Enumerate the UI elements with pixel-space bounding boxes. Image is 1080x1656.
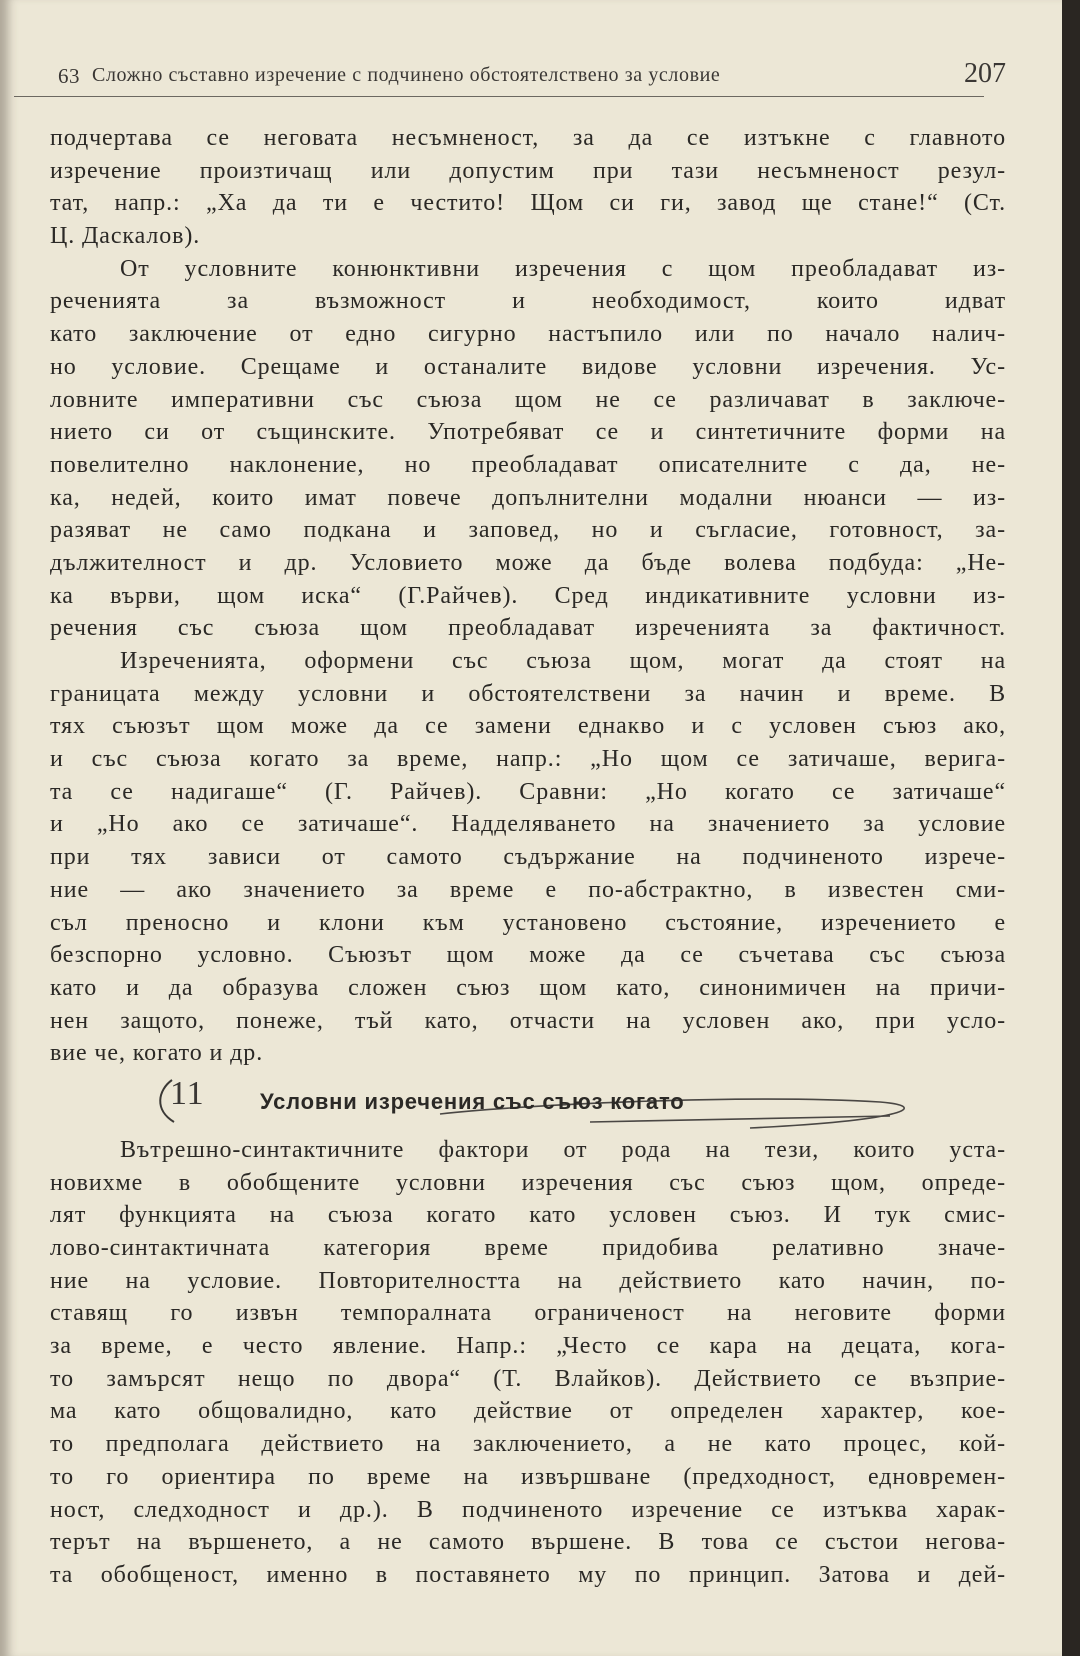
text-line: реченията за възможност и необходимост, които идват (50, 288, 1006, 315)
page-number: 207 (964, 58, 1006, 89)
text-line: то предполага действието на заключението, а не като процес, кой- (50, 1431, 1006, 1458)
text-line: ние — ако значението за време е по-абстрактно, в известен сми- (50, 876, 1006, 903)
text-line: ка върви, щом иска“ (Г.Райчев). Сред индикативните условни из- (50, 582, 1006, 609)
text-line: ма като общовалидно, като действие от определен характер, кое- (50, 1398, 1006, 1425)
text-line: ност, следходност и др.). В подчиненото изречение се изтъква харак- (50, 1496, 1006, 1523)
text-line: дължителност и др. Условието може да бъде волева подбуда: „Не- (50, 549, 1006, 576)
text-line: тат, напр.: „Ха да ти е честито! Щом си ги, завод ще стане!“ (Ст. (50, 190, 1006, 217)
text-line: лят функцията на съюза когато като условен съюз. И тук смис- (50, 1202, 1006, 1229)
text-line: като и да образува сложен съюз щом като, синонимичен на причи- (50, 974, 1006, 1001)
section-number: 63 (58, 64, 80, 88)
text-line: ставящ го извън темпоралната ограниченост на неговите форми (50, 1300, 1006, 1327)
text-line: вие че, когато и др. (50, 1040, 264, 1067)
text-line: при тях зависи от самото съдържание на подчиненото изрече- (50, 844, 1006, 871)
text-line: и със съюза когато за време, напр.: „Но щом се затичаше, верига- (50, 746, 1006, 773)
paragraph-3 (50, 645, 1006, 1070)
text-line: но условие. Срещаме и останалите видове условни изречения. Ус- (50, 353, 1006, 380)
text-line: От условните конюнктивни изречения с щом преобладават из- (120, 255, 1006, 282)
text-line: то замърсят нещо по двора“ (Т. Влайков). Действието се възприе- (50, 1365, 1006, 1392)
text-line: безспорно условно. Съюзът щом може да се съчетава със съюза (50, 942, 1006, 969)
text-line: границата между условни и обстоятелствени за начин и време. В (50, 680, 1006, 707)
header-rule (14, 96, 984, 97)
section-heading-text: Условни изречения със съюз когато (260, 1088, 685, 1114)
paragraph-2 (50, 253, 1006, 645)
paragraph-1 (50, 122, 1006, 253)
text-line: то го ориентира по време на извършване (предходност, едновремен- (50, 1463, 1006, 1490)
text-line: та обобщеност, именно в поставянето му по принцип. Затова и дей- (50, 1561, 1006, 1588)
text-line: ние на условие. Повторителността на действието като начин, по- (50, 1267, 1006, 1294)
text-line: нен защото, понеже, тъй като, отчасти на условен ако, при усло- (50, 1007, 1006, 1034)
text-line: изречение произтичащ или допустим при тази несъмненост резул- (50, 157, 1006, 184)
text-line: лово-синтактичната категория време придобива релативно значе- (50, 1235, 1006, 1261)
text-line: новихме в обобщените условни изречения със съюз щом, опреде- (50, 1169, 1006, 1196)
text-line: за време, е често явление. Напр.: „Често се кара на децата, кога- (50, 1333, 1006, 1360)
text-line: подчертава се неговата несъмненост, за да се изтъкне с главното (50, 125, 1006, 151)
section-heading-number: 11 (170, 1074, 205, 1112)
text-line: повелително наклонение, но преобладават описателните с да, не- (50, 451, 1006, 478)
text-line: терът на вършенето, а не самото вършене. В това се състои негова- (50, 1529, 1006, 1556)
text-line: съл преносно и клони към установено състояние, изречението е (50, 909, 1006, 936)
text-line: като заключение от едно сигурно настъпило или по начало налич- (50, 321, 1006, 348)
running-header (46, 58, 1006, 98)
text-line: Изреченията, оформени със съюза щом, могат да стоят на (120, 648, 1006, 674)
text-line: Вътрешно-синтактичните фактори от рода на тези, които уста- (120, 1136, 1006, 1163)
text-line: нието си от същинските. Употребяват се и синтетичните форми на (50, 419, 1006, 446)
section-heading (50, 1070, 1006, 1134)
text-line: тях съюзът щом може да се замени еднакво и с условен съюз ако, (50, 713, 1006, 740)
text-line: разяват не само подкана и заповед, но и съгласие, готовност, за- (50, 517, 1006, 544)
text-line: ка, недей, които имат повече допълнителни модални нюанси — из- (50, 484, 1006, 511)
page-edge-shadow (1062, 0, 1080, 1656)
text-line: и „Но ако се затичаше“. Надделяването на значението за условие (50, 811, 1006, 838)
text-line: Ц. Даскалов). (50, 223, 201, 250)
text-line: ловните императивни със съюза щом не се различават в заключе- (50, 386, 1006, 413)
text-line: та се надигаше“ (Г. Райчев). Сравни: „Но когато се затичаше“ (50, 778, 1006, 805)
body-text (50, 122, 1006, 1592)
paragraph-4 (50, 1134, 1006, 1592)
text-line: речения със съюза щом преобладават изреченията за фактичност. (50, 615, 1006, 642)
running-title: Сложно съставно изречение с подчинено обстоятелствено за условие (92, 64, 721, 86)
